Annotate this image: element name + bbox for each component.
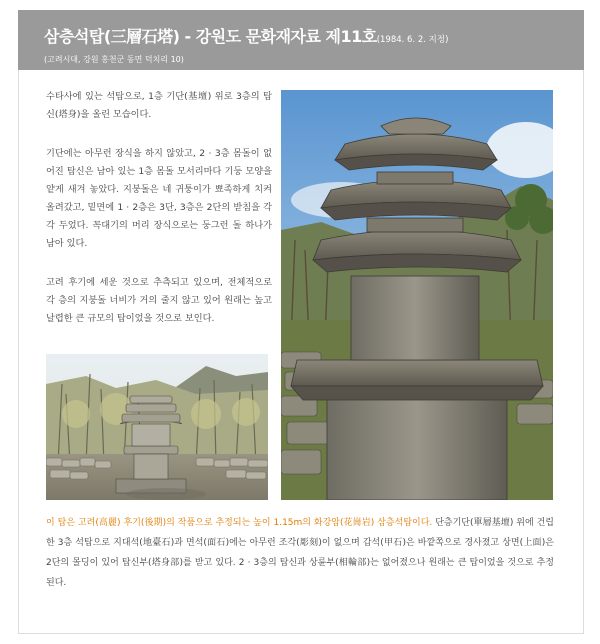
caption-highlight: 이 탑은 고려(高麗) 후기(後期)의 작품으로 추정되는 높이 1.15m의 화강암(花崗岩) 삼층석탑이다. <box>46 518 433 528</box>
pagoda-caption <box>46 513 554 593</box>
description-paragraph-2: 기단에는 아무런 장식을 하지 않았고, 2 · 3층 몸돌이 없어진 탑신은 남아 있는 1층 몸돌 모서리마다 기둥 모양을 얕게 새겨 놓았다. 지붕돌은 네 귀퉁이가 뾰족하게 치켜 올려갔고, 밑면에 1 · 2층은 3단, 3층은 2단의 받침을 각각 두었다. 꼭대기의 머리 장식으로는 둥그런 돌 하나가 남아 있다. <box>46 148 272 249</box>
caption-rest: 단층기단(單層基壇) 위에 건립한 3층 석탑으로 지대석(地臺石)과 면석(面石)에는 아무런 조각(彫刻)이 없으며 갑석(甲石)은 바깥쪽으로 경사졌고 상면(上面)은 2단의 몰딩이 있어 탑신부(塔身部)를 받고 있다. 2 · 3층의 탑신과 상륜부(相輪部)는 없어졌으나 원래는 큰 탑이었을 것으로 추정된다. <box>46 518 554 588</box>
description-paragraph-1: 수타사에 있는 석탑으로, 1층 기단(基壇) 위로 3층의 탑신(塔身)을 올린 모습이다. <box>46 91 272 120</box>
page-title <box>44 24 448 47</box>
title-main: 삼층석탑(三層石塔) - 강원도 문화재자료 제11호 <box>44 27 377 46</box>
pagoda-distant-photo <box>46 354 268 500</box>
pagoda-closeup-photo <box>281 90 553 500</box>
description-paragraph-3: 고려 후기에 세운 것으로 추측되고 있으며, 전체적으로 각 층의 지붕돌 너비가 거의 줄지 않고 있어 원래는 높고 날렵한 큰 규모의 탑이었을 것으로 보인다. <box>46 277 272 324</box>
designation-date: (1984. 6. 2. 지정) <box>376 35 449 45</box>
page-header <box>18 10 584 70</box>
page-subtitle: (고려시대, 강원 홍천군 동면 덕치리 10) <box>44 55 184 64</box>
